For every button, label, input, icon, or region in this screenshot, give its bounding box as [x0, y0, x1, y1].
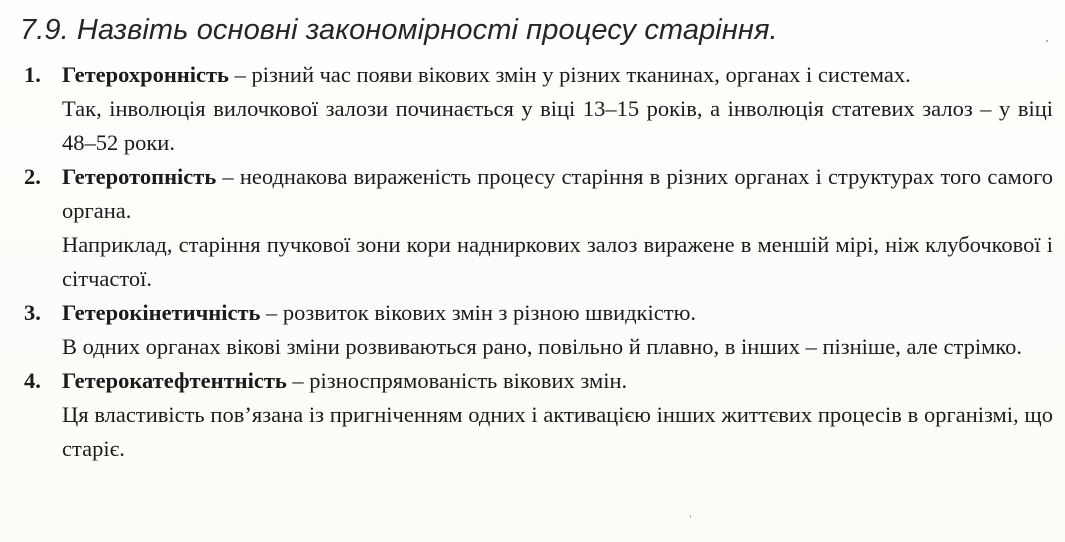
item-term: Гетерокатефтентність	[62, 368, 287, 393]
item-example: Ця властивість пов’язана із пригніченням одних і активацією інших життєвих процесів в організмі, що старіє.	[62, 402, 1053, 461]
list-item-heterocatephtency	[0, 364, 1065, 466]
item-definition-line	[0, 296, 1065, 330]
item-definition: – неоднакова вираженість процесу старіння в різних органах і структурах того самого органа.	[62, 164, 1053, 223]
item-number: 1.	[24, 62, 41, 87]
item-definition: – розвиток вікових змін з різною швидкістю.	[260, 300, 696, 325]
list-item-heterochrony	[0, 58, 1065, 160]
item-number: 4.	[24, 368, 41, 393]
item-example: Наприклад, старіння пучкової зони кори надниркових залоз виражене в меншій мірі, ніж клубочкової і сітчастої.	[62, 232, 1053, 291]
item-definition: – різний час появи вікових змін у різних тканинах, органах і системах.	[228, 62, 911, 87]
list-item-heterokinesis	[0, 296, 1065, 364]
principles-list	[0, 58, 1065, 466]
scan-speck	[1046, 40, 1048, 42]
item-term: Гетерохронність	[62, 62, 229, 87]
item-number: 2.	[24, 164, 41, 189]
item-definition: – різноспрямованість вікових змін.	[286, 368, 628, 393]
question-heading: 7.9. Назвіть основні закономірності процесу старіння.	[20, 14, 778, 46]
item-term: Гетерокінетичність	[62, 300, 261, 325]
item-example: Так, інволюція вилочкової залози починається у віці 13–15 років, а інволюція статевих залоз – у віці 48–52 роки.	[62, 96, 1053, 155]
list-item-heterotopy	[0, 160, 1065, 296]
item-number: 3.	[24, 300, 41, 325]
item-definition-line	[0, 160, 1065, 228]
item-term: Гетеротопність	[62, 164, 217, 189]
item-definition-line	[0, 58, 1065, 92]
scan-speck	[690, 515, 691, 518]
item-example: В одних органах вікові зміни розвиваються рано, повільно й плавно, в інших – пізніше, але стрімко.	[62, 334, 1023, 359]
item-definition-line	[0, 364, 1065, 398]
